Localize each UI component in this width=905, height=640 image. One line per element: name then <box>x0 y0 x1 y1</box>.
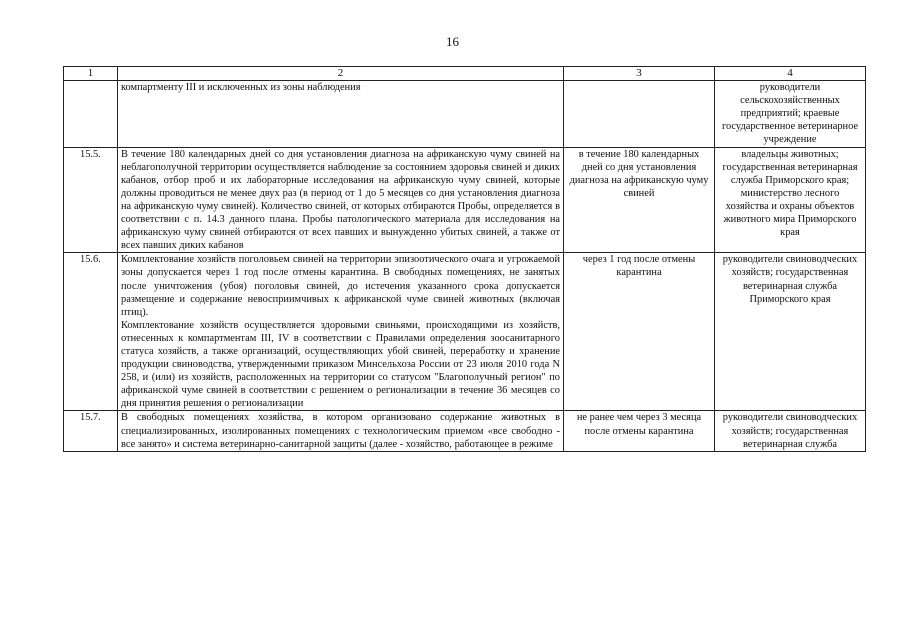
table-row <box>64 411 866 451</box>
measure-text: компартменту III и исключенных из зоны наблюдения <box>121 82 361 94</box>
measures-table <box>63 66 866 452</box>
row-number: 15.6. <box>64 253 118 411</box>
header-col-4: 4 <box>715 67 866 81</box>
responsible-cell: руководители сельскохозяйственных предприятий; краевые государственное ветеринарное учреждение <box>715 81 866 147</box>
term-cell <box>564 81 715 147</box>
table-row <box>64 147 866 253</box>
measure-text: Комплектование хозяйств поголовьем свиней на территории эпизоотического очага и угрожаемой зоны допускается через 1 год после отмены карантина. В свободных помещениях, не занятых после уничтожения (убоя) поголовья свиней, до истечения указанного срока допускается размещение и содержание невосприимчивых к африканской чуме свиней животных (включая птиц). <box>121 254 560 318</box>
responsible-cell: руководители свиноводческих хозяйств; государственная ветеринарная служба <box>715 411 866 451</box>
measure-text: В свободных помещениях хозяйства, в котором организовано содержание животных в специализированных, изолированных помещениях с технологическим приемом «все свободно - все занято» и система ветеринарно-санитарной защиты (далее - хозяйство, работающее в режиме <box>121 412 560 450</box>
row-number: 15.7. <box>64 411 118 451</box>
row-number <box>64 81 118 147</box>
responsible-cell: руководители свиноводческих хозяйств; государственная ветеринарная служба Приморского края <box>715 253 866 411</box>
measure-text: В течение 180 календарных дней со дня установления диагноза на африканскую чуму свиней на неблагополучной территории осуществляется наблюдение за состоянием здоровья свиней и диких кабанов, отбор проб и их лабораторные исследования на африканскую чуму свиней, которые должны проводиться не менее двух раз (в период от 1 до 5 месяцев со дня установления диагноза на африканскую чуму свиней). Количество свиней, от которых отбираются Пробы, определяется в соответствии с п. 14.3 данного плана. Пробы патологического материала для исследования на африканскую чуму свиней отбираются от всех павших и вынужденно убитых свиней, а также от всех павших диких кабанов <box>121 148 560 252</box>
measure-cell <box>118 147 564 253</box>
header-col-3: 3 <box>564 67 715 81</box>
header-col-1: 1 <box>64 67 118 81</box>
measure-cell <box>118 81 564 147</box>
measure-cell <box>118 411 564 451</box>
responsible-cell: владельцы животных; государственная ветеринарная служба Приморского края; министерство лесного хозяйства и охраны объектов животного мира Приморского края <box>715 147 866 253</box>
page-number: 16 <box>446 34 459 49</box>
table-row <box>64 81 866 147</box>
term-cell: в течение 180 календарных дней со дня установления диагноза на африканскую чуму свиней <box>564 147 715 253</box>
term-cell: не ранее чем через 3 месяца после отмены карантина <box>564 411 715 451</box>
measure-text: Комплектование хозяйств осуществляется здоровыми свиньями, происходящими из хозяйств, отнесенных к компартментам III, IV в соответствии с Правилами определения зоосанитарного статуса хозяйств, а также организаций, осуществляющих убой свиней, переработку и хранение продукции свиноводства, утвержденными приказом Минсельхоза России от 23 июля 2010 года N 258, и (или) из хозяйств, расположенных на территории со статусом "Благополучный регион" по африканской чуме свиней в соответствии с решением о регионализации в течение 36 месяцев со дня принятия решения о регионализации <box>121 319 560 410</box>
row-number: 15.5. <box>64 147 118 253</box>
measure-cell <box>118 253 564 411</box>
table-header-row <box>64 67 866 81</box>
table-row <box>64 253 866 411</box>
header-col-2: 2 <box>118 67 564 81</box>
term-cell: через 1 год после отмены карантина <box>564 253 715 411</box>
